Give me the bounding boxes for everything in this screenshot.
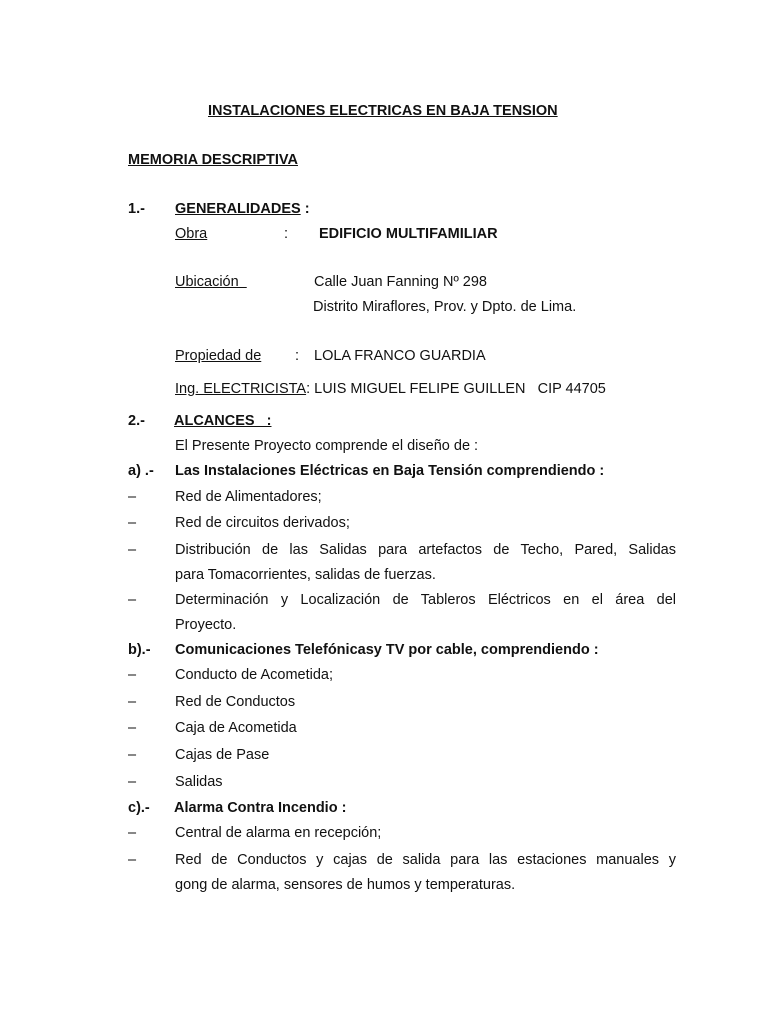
list-item: Caja de Acometida	[175, 720, 297, 736]
ubicacion-line-1: Calle Juan Fanning Nº 298	[314, 274, 487, 290]
ubicacion-label: Ubicación	[175, 274, 247, 290]
dash-bullet: –	[128, 852, 137, 868]
item-a-number: a) .-	[128, 463, 154, 479]
list-item: Cajas de Pase	[175, 747, 270, 763]
document-title: INSTALACIONES ELECTRICAS EN BAJA TENSION	[208, 103, 558, 119]
section-2-heading: ALCANCES :	[174, 413, 272, 429]
obra-value: EDIFICIO MULTIFAMILIAR	[319, 226, 498, 242]
ingeniero-value: : LUIS MIGUEL FELIPE GUILLEN CIP 44705	[306, 381, 606, 397]
propiedad-label: Propiedad de	[175, 348, 262, 364]
list-item: Red de Alimentadores;	[175, 489, 322, 505]
list-item: Conducto de Acometida;	[175, 667, 333, 683]
section-2-intro: El Presente Proyecto comprende el diseño de :	[175, 438, 479, 454]
item-c-number: c).-	[128, 800, 150, 816]
ubicacion-line-2: Distrito Miraflores, Prov. y Dpto. de Lima.	[313, 299, 577, 315]
propiedad-value: LOLA FRANCO GUARDIA	[314, 348, 486, 364]
document-subtitle: MEMORIA DESCRIPTIVA	[128, 152, 298, 168]
list-item: Salidas	[175, 774, 223, 790]
list-item: Distribución de las Salidas para artefactos de Techo, Pared, Salidas	[175, 542, 676, 558]
dash-bullet: –	[128, 667, 137, 683]
dash-bullet: –	[128, 747, 137, 763]
section-1-number: 1.-	[128, 201, 145, 217]
list-item-continuation: gong de alarma, sensores de humos y temperaturas.	[175, 877, 516, 893]
item-c-heading: Alarma Contra Incendio :	[174, 800, 347, 816]
list-item: Central de alarma en recepción;	[175, 825, 382, 841]
list-item-continuation: Proyecto.	[175, 617, 237, 633]
list-item: Red de circuitos derivados;	[175, 515, 350, 531]
dash-bullet: –	[128, 592, 137, 608]
dash-bullet: –	[128, 825, 137, 841]
section-1-heading	[175, 200, 310, 218]
dash-bullet: –	[128, 774, 137, 790]
obra-label: Obra	[175, 226, 208, 242]
list-item: Determinación y Localización de Tableros Eléctricos en el área del	[175, 592, 676, 608]
section-1-heading-colon: :	[300, 201, 310, 217]
list-item: Red de Conductos y cajas de salida para las estaciones manuales y	[175, 852, 676, 868]
dash-bullet: –	[128, 720, 137, 736]
item-a-heading: Las Instalaciones Eléctricas en Baja Tensión comprendiendo :	[175, 463, 605, 479]
dash-bullet: –	[128, 542, 137, 558]
obra-colon: :	[284, 226, 289, 242]
dash-bullet: –	[128, 489, 137, 505]
section-2-number: 2.-	[128, 413, 145, 429]
list-item: Red de Conductos	[175, 694, 296, 710]
section-1-heading-text: GENERALIDADES	[175, 201, 301, 217]
item-b-number: b).-	[128, 642, 151, 658]
dash-bullet: –	[128, 694, 137, 710]
ingeniero-line	[175, 380, 606, 398]
propiedad-colon: :	[295, 348, 300, 364]
list-item-continuation: para Tomacorrientes, salidas de fuerzas.	[175, 567, 436, 583]
item-b-heading: Comunicaciones Telefónicasy TV por cable, comprendiendo :	[175, 642, 599, 658]
dash-bullet: –	[128, 515, 137, 531]
ingeniero-label: Ing. ELECTRICISTA	[175, 381, 307, 397]
